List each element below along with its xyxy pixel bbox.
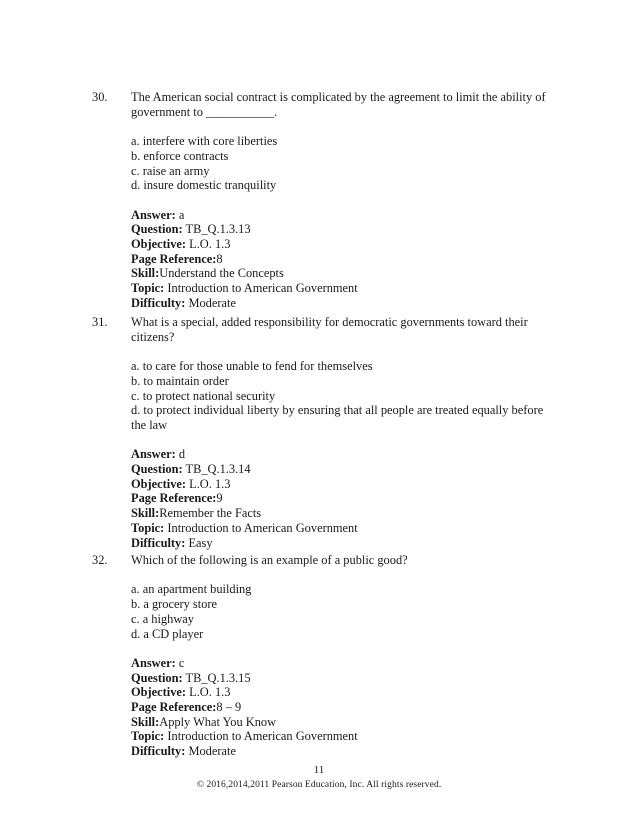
question-stem-line: What is a special, added responsibility for democratic governments toward their	[131, 315, 528, 329]
topic-value: Introduction to American Government	[164, 729, 358, 744]
page-number: 11	[313, 764, 325, 776]
question-id-value: TB_Q.1.3.13	[182, 222, 251, 237]
answer-option: d. a CD player	[131, 626, 204, 641]
question-id-label: Question:	[131, 222, 183, 237]
objective-label: Objective:	[131, 237, 187, 251]
page-reference-value: 8 – 9	[216, 700, 242, 714]
answer-option: the law	[131, 417, 168, 432]
difficulty-label: Difficulty:	[131, 535, 186, 550]
topic-value: Introduction to American Government	[164, 281, 358, 296]
answer-value: c	[175, 655, 185, 670]
skill-label: Skill:	[131, 506, 160, 521]
question-id-value: TB_Q.1.3.15	[182, 670, 251, 685]
answer-option: c. a highway	[131, 611, 194, 626]
skill-label: Skill:	[131, 714, 160, 729]
question-stem-line: government to ___________.	[131, 104, 278, 119]
topic-label: Topic:	[131, 729, 165, 744]
difficulty-value: Moderate	[185, 744, 236, 759]
objective-label: Objective:	[131, 685, 187, 700]
question-stem-line: citizens?	[131, 329, 175, 344]
answer-option: b. to maintain order	[131, 373, 229, 388]
difficulty-label: Difficulty:	[131, 744, 186, 759]
question-body	[131, 315, 551, 550]
objective-value: L.O. 1.3	[186, 237, 231, 251]
page-reference-label: Page Reference:	[131, 700, 217, 714]
answer-value: d	[175, 447, 186, 462]
objective-value: L.O. 1.3	[186, 476, 231, 491]
question-metadata	[131, 656, 551, 759]
question-id-label: Question:	[131, 670, 183, 685]
objective-value: L.O. 1.3	[186, 685, 231, 700]
difficulty-label: Difficulty:	[131, 295, 186, 310]
answer-option: b. a grocery store	[131, 597, 218, 612]
skill-label: Skill:	[131, 266, 160, 281]
answer-option: d. to protect individual liberty by ensuring that all people are treated equally before	[131, 403, 544, 418]
question-number: 30.	[92, 90, 108, 104]
page-reference-value: 8	[216, 251, 223, 266]
page-reference-label: Page Reference:	[131, 491, 217, 506]
topic-label: Topic:	[131, 281, 165, 296]
skill-value: Remember the Facts	[159, 506, 262, 521]
question-stem-line: Which of the following is an example of a public good?	[131, 553, 408, 567]
page-reference-label: Page Reference:	[131, 251, 217, 266]
objective-label: Objective:	[131, 476, 187, 491]
page-reference-value: 9	[216, 491, 223, 506]
answer-option: a. an apartment building	[131, 582, 252, 597]
difficulty-value: Moderate	[185, 295, 236, 310]
answer-option: b. enforce contracts	[131, 148, 229, 163]
question-id-label: Question:	[131, 462, 183, 476]
skill-value: Apply What You Know	[159, 714, 277, 729]
question-stem-line: The American social contract is complicated by the agreement to limit the ability of	[131, 90, 546, 104]
answer-option: a. to care for those unable to fend for themselves	[131, 359, 373, 374]
answer-option: c. to protect national security	[131, 388, 276, 403]
answer-label: Answer:	[131, 655, 176, 670]
answer-label: Answer:	[131, 447, 176, 462]
question-body	[131, 90, 551, 311]
copyright-notice: © 2016,2014,2011 Pearson Education, Inc. All rights reserved.	[196, 780, 442, 790]
topic-label: Topic:	[131, 520, 165, 535]
question-number: 31.	[92, 315, 108, 329]
question-id-value: TB_Q.1.3.14	[182, 462, 251, 476]
answer-label: Answer:	[131, 207, 176, 222]
question-body	[131, 553, 551, 759]
topic-value: Introduction to American Government	[164, 520, 358, 535]
answer-option: d. insure domestic tranquility	[131, 178, 277, 193]
answer-value: a	[175, 207, 185, 222]
difficulty-value: Easy	[185, 535, 213, 550]
skill-value: Understand the Concepts	[159, 266, 284, 281]
answer-option: a. interfere with core liberties	[131, 134, 278, 149]
question-number: 32.	[92, 553, 108, 567]
question-metadata	[131, 208, 551, 311]
question-metadata	[131, 447, 551, 550]
answer-option: c. raise an army	[131, 163, 210, 178]
